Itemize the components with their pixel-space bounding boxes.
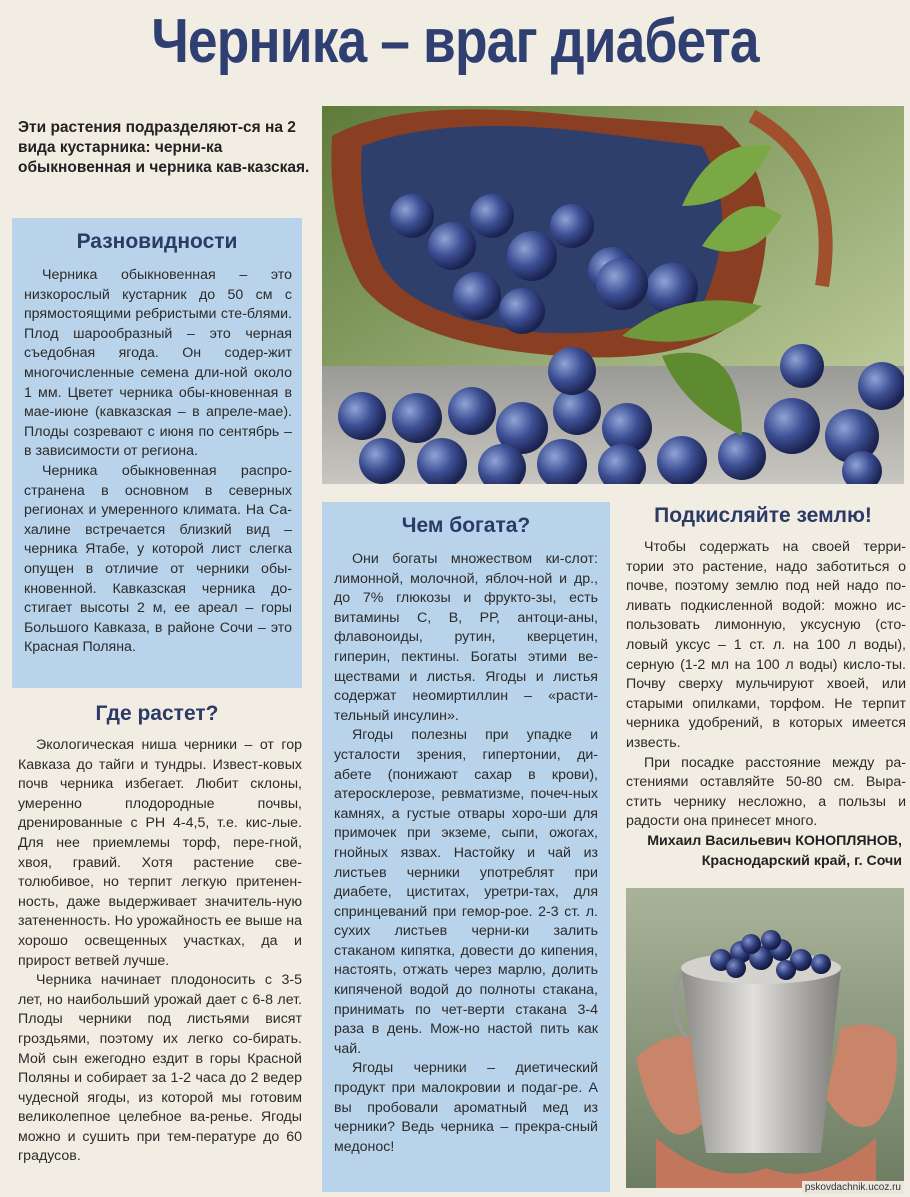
where-text — [18, 736, 302, 1167]
blueberry-basket-photo — [322, 106, 904, 484]
bucket-blueberries-photo — [626, 888, 904, 1188]
acidify-paragraph: Чтобы содержать на своей терри-тории это растение, надо заботиться о почве, поэтому землю под ней надо по-ливать подкисленной водой: можно ис-пользовать лимонную, уксусную (сто-ловый уксус – 1 ст. л. на 100 л воды), серную (1-2 мл на 100 л воды) кисло-ты. Почву сверху мульчируют хвоей, или старыми опилками, торфом. Не терпит черника удобрений, в которых имеется известь. — [626, 539, 906, 751]
varieties-section — [12, 218, 302, 688]
article-intro: Эти растения подразделяют-ся на 2 вида кустарника: черни-ка обыкновенная и черника кав-казская. — [18, 119, 310, 176]
rich-heading: Чем богата? — [401, 514, 531, 537]
acidify-text — [626, 538, 906, 832]
rich-paragraph: Они богаты множеством ки-слот: лимонной, молочной, яблоч-ной и др., до 7% глюкозы и фрукто-зы, есть витамины С, В, РР, антоци-аны, флавоноиды, рутин, кверцетин, гиперин, пектины. Богаты этими ве-ществами и листья. Ягоды и листья содержат неомиртиллин – «расти-тельный инсулин». — [334, 551, 598, 724]
site-watermark: pskovdachnik.ucoz.ru — [802, 1181, 904, 1194]
author-signature — [612, 832, 902, 871]
acidify-paragraph: При посадке расстояние между ра-стениями оставляйте 50-80 см. Выра-стить чернику несложно, а пользы и радости она принесет много. — [626, 754, 906, 830]
author-place: Краснодарский край, г. Сочи — [701, 852, 902, 869]
where-heading: Где растет? — [95, 702, 219, 725]
rich-paragraph: Ягоды полезны при упадке и усталости зрения, гипертонии, ди-абете (понижают сахар в крови), атеросклерозе, ревматизме, почеч-ных камнях, а густые отвары хоро-ши для примочек при экземе, сыпи, ожогах, гнойных язвах. Настойку и чай из листьев черники употреблят при диабете, циститах, уретри-тах, для спринцеваний при гемор-рое. 2-3 ст. л. сухих листьев черни-ки залить стаканом кипятка, довести до кипения, настоять, отжать через марлю, долить кипяченой водой до полноты стакана, принимать по чет-верти стакана 3-4 раза в день. Мож-но настой пить как чай. — [334, 727, 598, 1057]
varieties-paragraph: Черника обыкновенная распро-странена в основном в северных регионах и умеренного климата. На Са-халине встречается близкий вид – черника Ятабе, у которой лист слегка опущен в отличие от черники обы-кновенной. Кавказская черника до-стигает высоты 2 м, ее ареал – горы Большого Кавказа, в районе Сочи – это Красная Поляна. — [24, 462, 292, 656]
where-paragraph: Экологическая ниша черники – от гор Кавказа до тайги и тундры. Извест-ковых почв черника избегает. Любит склоны, умеренно плодородные почвы, дренированные с РН 4-4,5, т.е. кис-лые. Для нее приемлемы торф, пере-гной, хвоя, гравий. Хотя растение све-толюбивое, но терпит легкую притенен-ность, даже выдерживает значитель-ную затененность. Но урожайность ее выше на хорошо освещенных участках, да и прирост ветвей лучше. — [18, 737, 302, 969]
author-name: Михаил Васильевич КОНОПЛЯНОВ, — [647, 833, 902, 849]
rich-text — [334, 550, 598, 1157]
varieties-heading: Разновидности — [76, 230, 238, 253]
article-title: Черника – враг диабета — [151, 7, 759, 76]
varieties-paragraph: Черника обыкновенная – это низкорослый кустарник до 50 см с прямостоящими ребристыми сте-блями. Плод шарообразный – это черная съедобная ягода. Он содер-жит многочисленные семена дли-ной около 1 мм. Цветет черника обы-кновенная в мае-июне (кавказская – в апреле-мае). Плоды созревают с июня по сентябрь – в зависимости от региона. — [24, 267, 292, 460]
where-paragraph: Черника начинает плодоносить с 3-5 лет, но наибольший урожай дает с 6-8 лет. Плоды черники под листьями висят гроздьями, поэтому их легко со-бирать. Мой сын ежегодно ездит в горы Красной Поляны и собирает за 1-2 часа до 2 ведер чудесной ягоды, из которой мы готовим великолепное целебное ва-ренье. Ягоды можно и сушить при тем-пературе до 60 градусов. — [18, 972, 302, 1165]
varieties-text — [24, 266, 292, 658]
acidify-heading: Подкисляйте землю! — [654, 504, 872, 527]
rich-section — [322, 502, 610, 1192]
rich-paragraph: Ягоды черники – диетический продукт при малокровии и подаг-ре. А вы пробовали ароматный мед из черники? Ведь черника – прекра-сный медонос! — [334, 1060, 598, 1155]
